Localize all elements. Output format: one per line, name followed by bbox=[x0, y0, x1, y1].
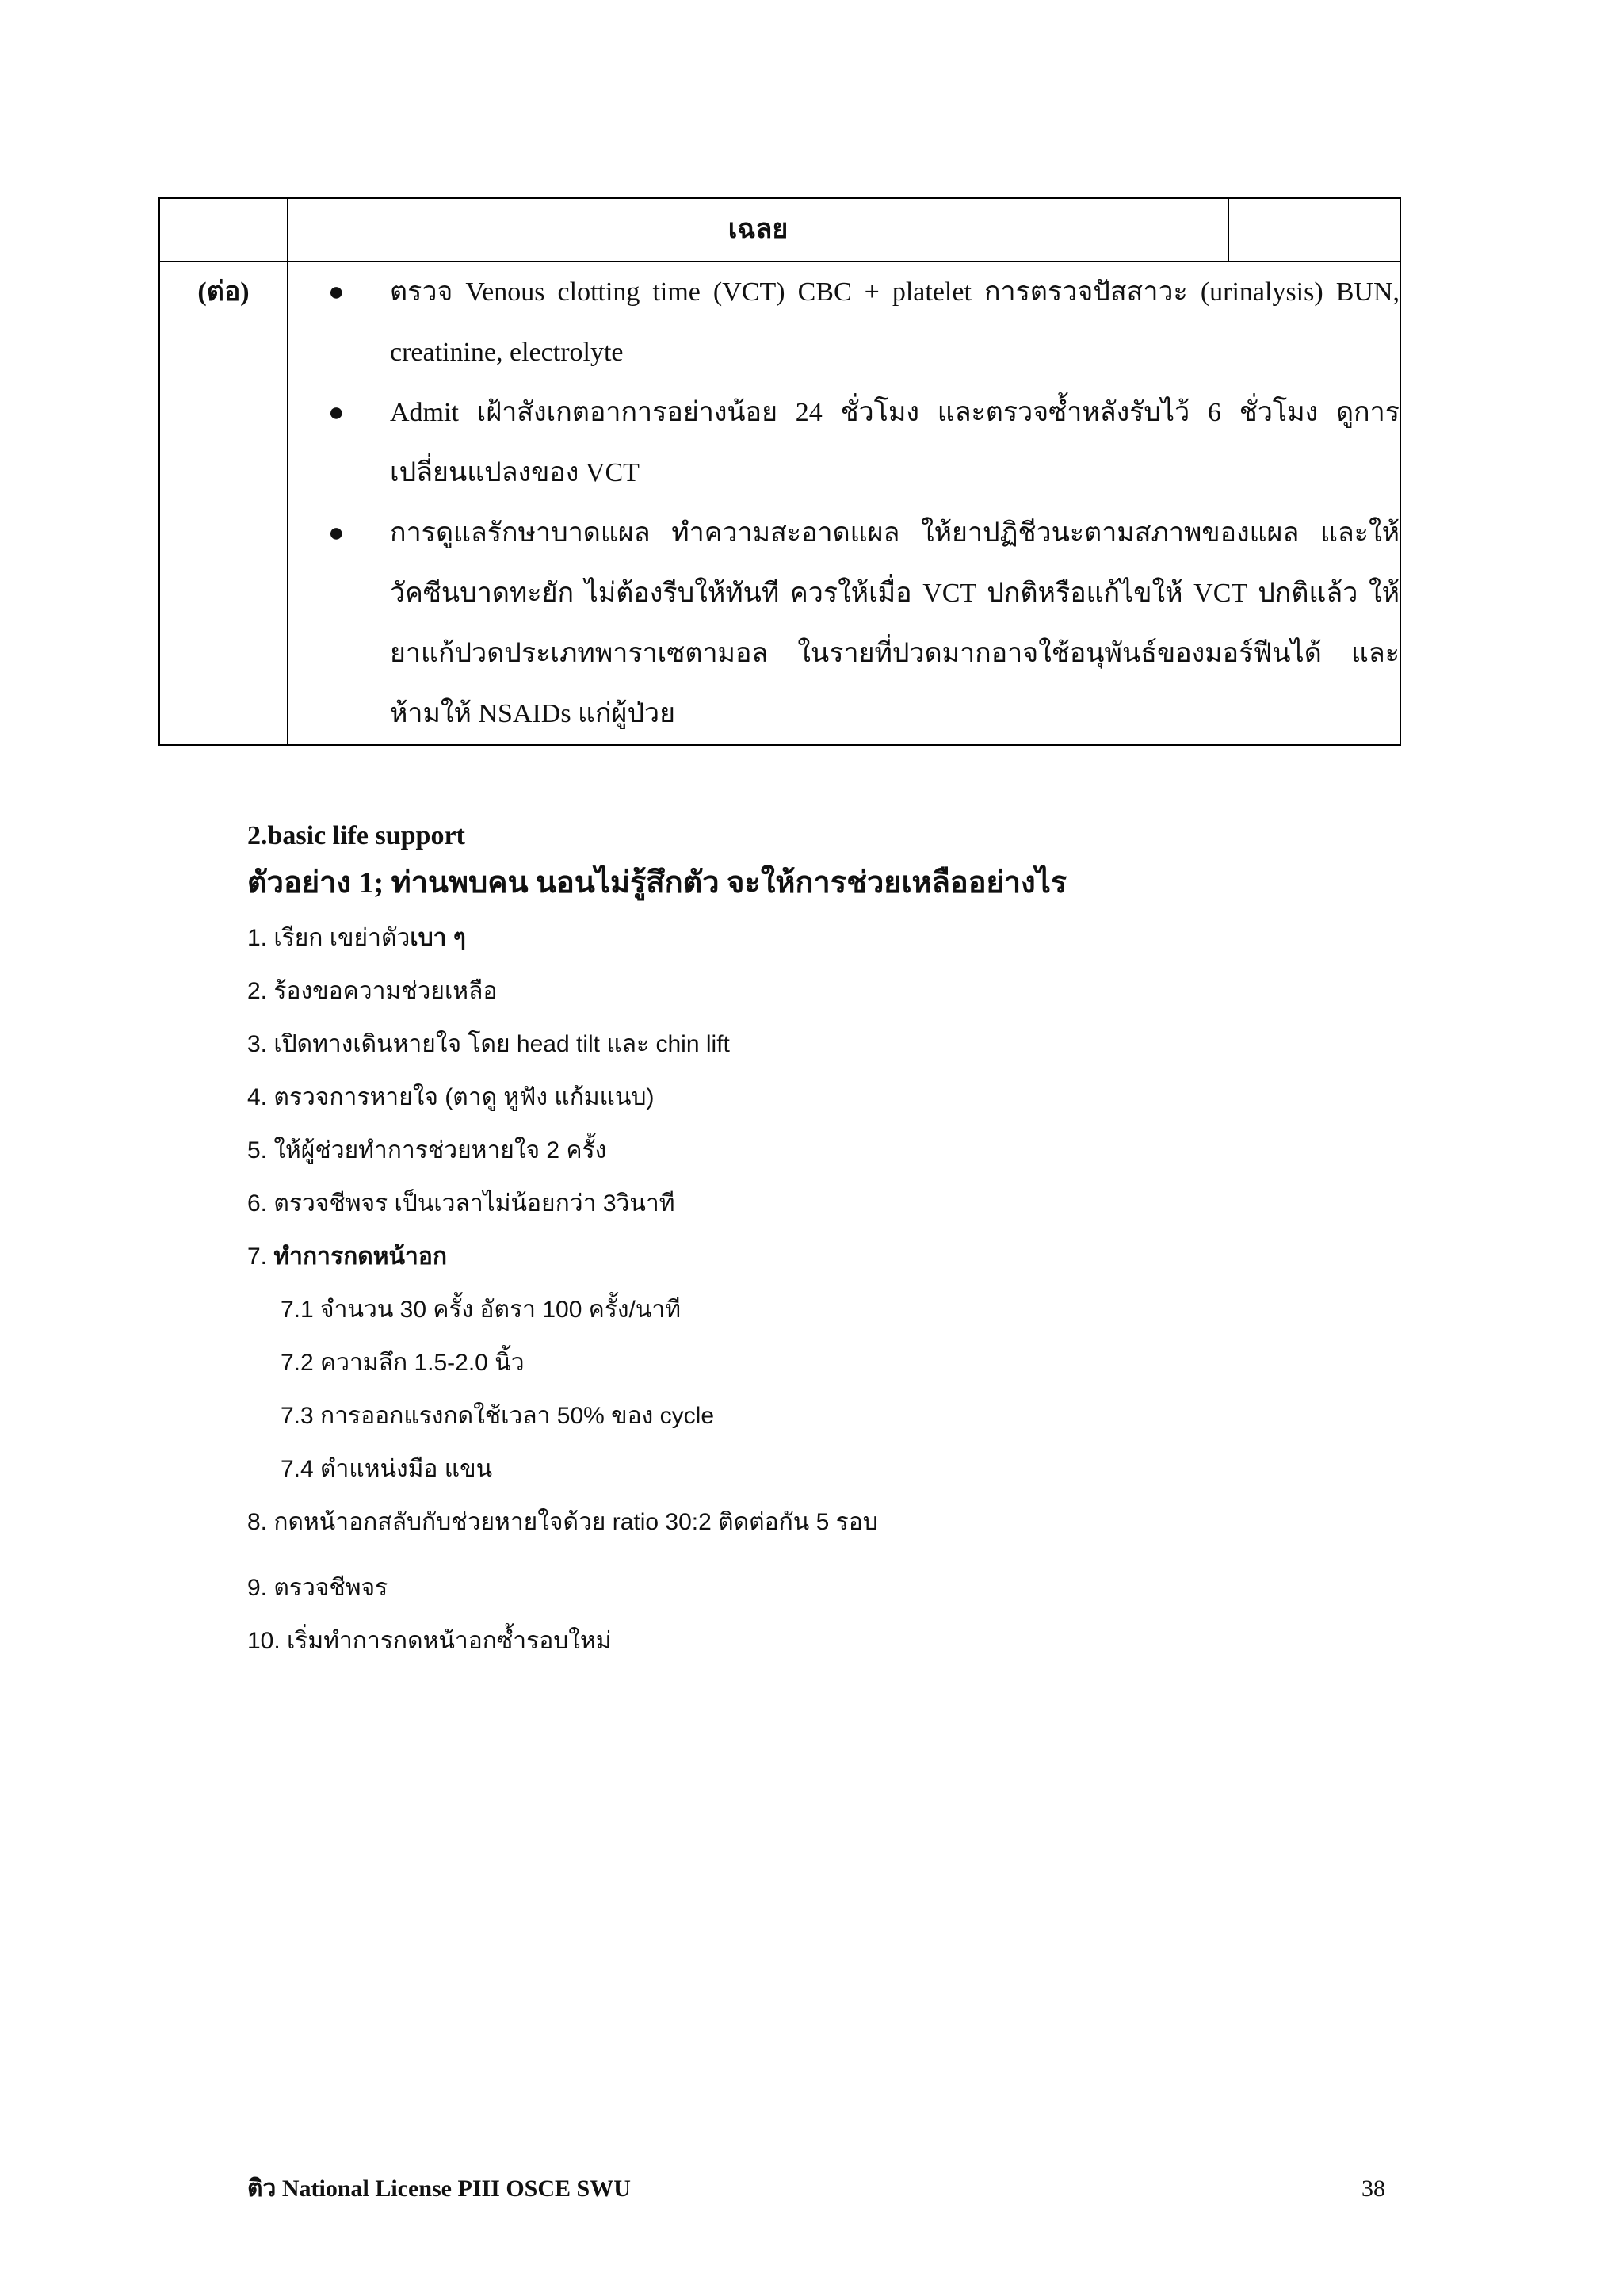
step-item: 3. เปิดทางเดินหายใจ โดย head tilt และ chin lift bbox=[247, 1031, 730, 1057]
answer-bullet-item bbox=[288, 262, 1400, 383]
answer-bullet-list bbox=[288, 262, 1400, 744]
step-item bbox=[247, 911, 1436, 965]
answer-bullet-item bbox=[288, 383, 1400, 503]
bullet-icon: ● bbox=[328, 277, 345, 307]
bls-section bbox=[247, 816, 1436, 1668]
answer-table-empty-cell bbox=[1228, 198, 1400, 262]
step-item: 6. ตรวจชีพจร เป็นเวลาไม่น้อยกว่า 3วินาที bbox=[247, 1190, 675, 1217]
step-item: 2. ร้องขอความช่วยเหลือ bbox=[247, 978, 498, 1004]
substep-item: 7.2 ความลึก 1.5-2.0 นิ้ว bbox=[281, 1350, 525, 1376]
substep-item: 7.3 การออกแรงกดใช้เวลา 50% ของ cycle bbox=[281, 1403, 715, 1429]
page-number: 38 bbox=[1361, 2176, 1385, 2202]
step-text: 7. bbox=[247, 1244, 274, 1270]
answer-table-empty-cell bbox=[159, 198, 288, 262]
bls-steps-list bbox=[247, 911, 1436, 1668]
step-item: 9. ตรวจชีพจร bbox=[247, 1575, 388, 1601]
answer-table-body-row bbox=[159, 262, 1400, 745]
answer-bullet-item bbox=[288, 503, 1400, 744]
step-emphasis: ทำการกดหน้าอก bbox=[273, 1244, 448, 1270]
answer-table-header: เฉลย bbox=[288, 198, 1228, 262]
section-title: 2.basic life support bbox=[247, 821, 465, 850]
answer-table bbox=[158, 197, 1401, 746]
answer-bullet-text: Admit เฝ้าสังเกตอาการอย่างน้อย 24 ชั่วโมง และตรวจซ้ำหลังรับไว้ 6 ชั่วโมง ดูการเปลี่ยนแปลงของ VCT bbox=[390, 398, 1400, 487]
step-item: 5. ให้ผู้ช่วยทำการช่วยหายใจ 2 ครั้ง bbox=[247, 1137, 607, 1163]
answer-bullet-text: ตรวจ Venous clotting time (VCT) CBC + platelet การตรวจปัสสาวะ (urinalysis) BUN, creatinine, electrolyte bbox=[390, 277, 1400, 367]
step-text: 1. เรียก เขย่าตัว bbox=[247, 925, 411, 951]
example-question: ตัวอย่าง 1; ท่านพบคน นอนไม่รู้สึกตัว จะให้การช่วยเหลืออย่างไร bbox=[247, 866, 1067, 900]
step-item: 8. กดหน้าอกสลับกับช่วยหายใจด้วย ratio 30:2 ติดต่อกัน 5 รอบ bbox=[247, 1509, 878, 1535]
substep-item: 7.4 ตำแหน่งมือ แขน bbox=[281, 1456, 493, 1482]
step-item bbox=[247, 1230, 1436, 1283]
footer-title: ติว National License PIII OSCE SWU bbox=[247, 2176, 631, 2202]
step-item: 4. ตรวจการหายใจ (ตาดู หูฟัง แก้มแนบ) bbox=[247, 1084, 655, 1110]
continued-label: (ต่อ) bbox=[159, 262, 288, 745]
bullet-icon: ● bbox=[328, 398, 345, 427]
step-emphasis: เบา ๆ bbox=[410, 925, 466, 951]
answer-bullet-text: การดูแลรักษาบาดแผล ทำความสะอาดแผล ให้ยาปฏิชีวนะตามสภาพของแผล และให้วัคซีนบาดทะยัก ไม่ต้องรีบให้ทันที ควรให้เมื่อ VCT ปกติหรือแก้ไขให้ VCT ปกติแล้ว ให้ยาแก้ปวดประเภทพาราเซตามอล ในรายที่ปวดมากอาจใช้อนุพันธ์ของมอร์ฟีนได้ และห้ามให้ NSAIDs แก่ผู้ป่วย bbox=[390, 518, 1400, 728]
bullet-icon: ● bbox=[328, 518, 345, 548]
step-item: 10. เริ่มทำการกดหน้าอกซ้ำรอบใหม่ bbox=[247, 1628, 612, 1654]
substep-item: 7.1 จำนวน 30 ครั้ง อัตรา 100 ครั้ง/นาที bbox=[281, 1297, 682, 1323]
answer-body-cell bbox=[288, 262, 1400, 745]
answer-table-header-row bbox=[159, 198, 1400, 262]
